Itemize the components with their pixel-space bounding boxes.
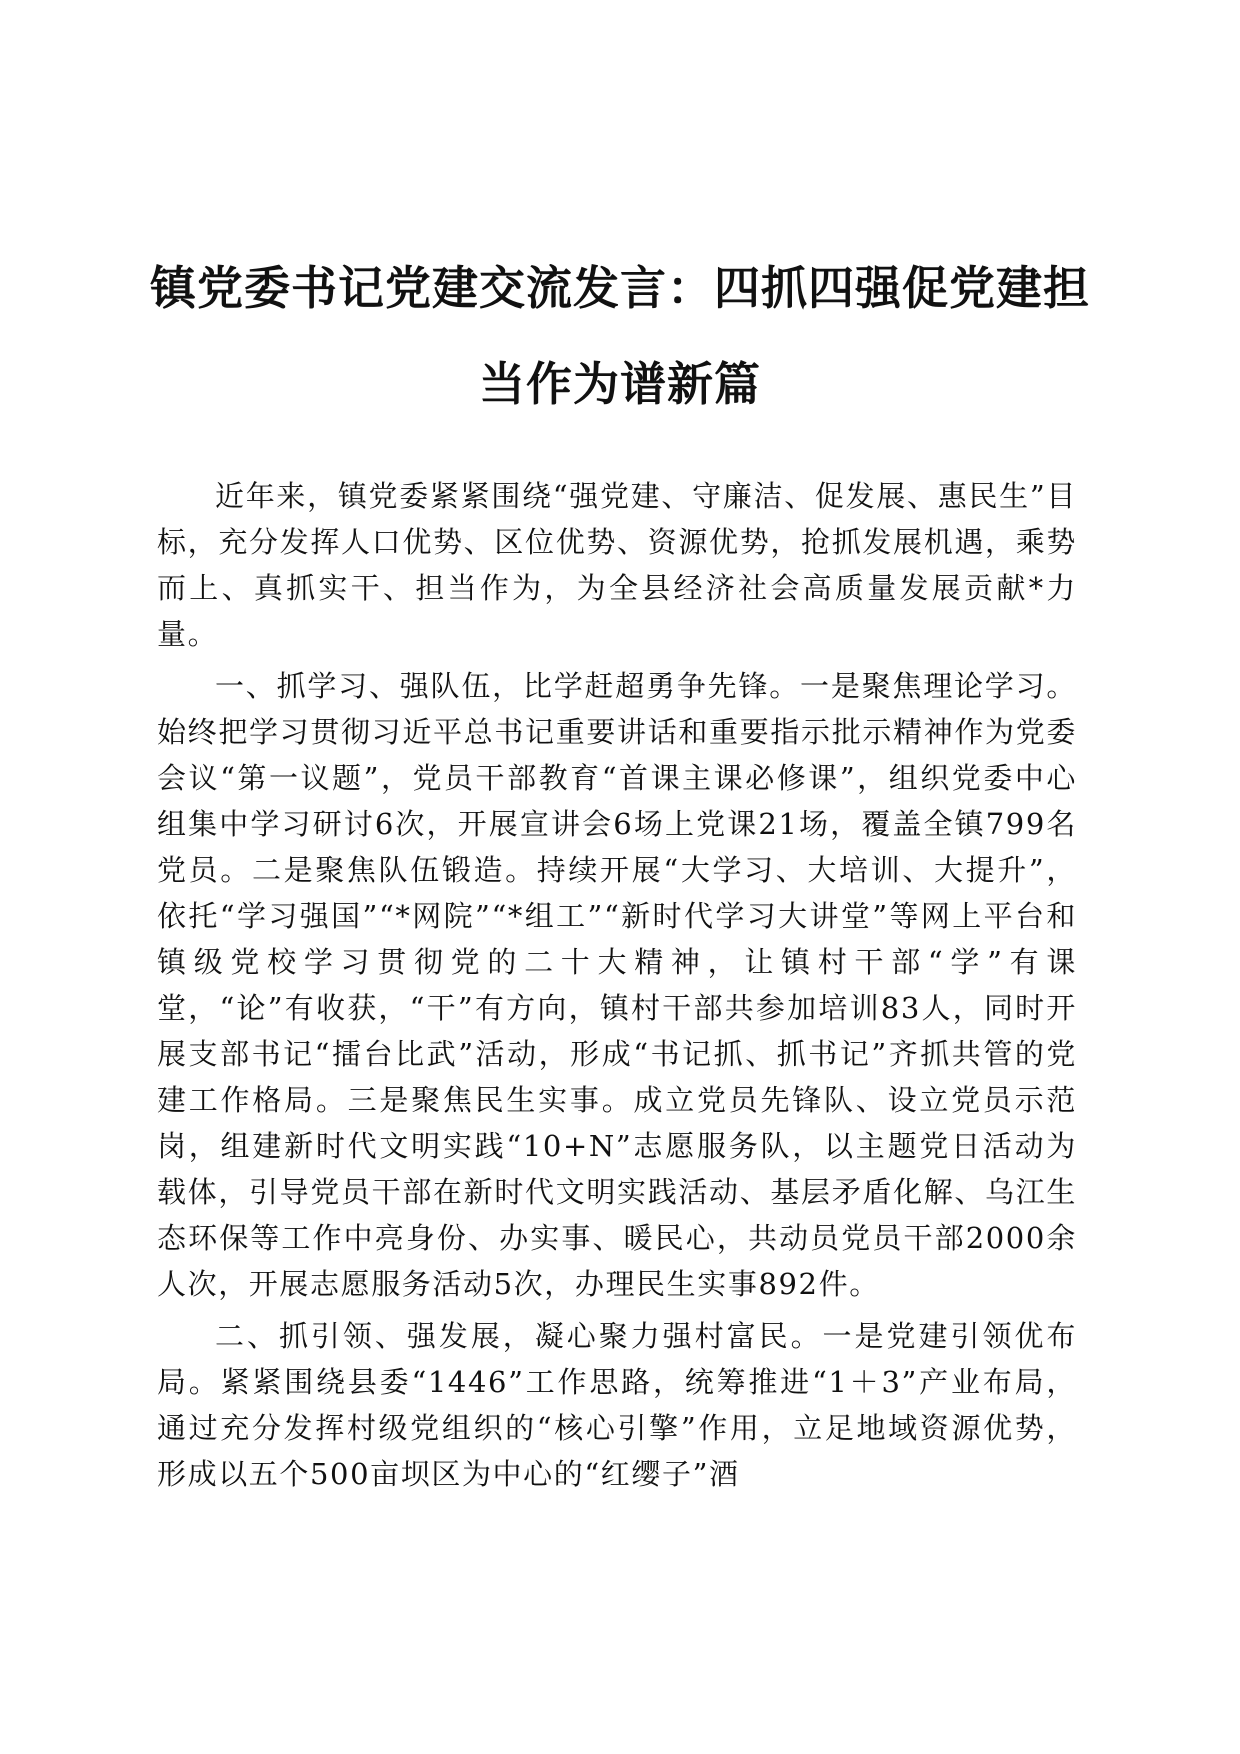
paragraph-section-1: 一、抓学习、强队伍，比学赶超勇争先锋。一是聚焦理论学习。始终把学习贯彻习近平总书记重要讲话和重要指示批示精神作为党委会议“第一议题”，党员干部教育“首课主课必修课”，组织党委中心组集中学习研讨6次，开展宣讲会6场上党课21场，覆盖全镇799名党员。二是聚焦队伍锻造。持续开展“大学习、大培训、大提升”，依托“学习强国”“*网院”“*组工”“新时代学习大讲堂”等网上平台和镇级党校学习贯彻党的二十大精神，让镇村干部“学”有课堂，“论”有收获，“干”有方向，镇村干部共参加培训83人，同时开展支部书记“擂台比武”活动，形成“书记抓、抓书记”齐抓共管的党建工作格局。三是聚焦民生实事。成立党员先锋队、设立党员示范岗，组建新时代文明实践“10+N”志愿服务队，以主题党日活动为载体，引导党员干部在新时代文明实践活动、基层矛盾化解、乌江生态环保等工作中亮身份、办实事、暖民心，共动员党员干部2000余人次，开展志愿服务活动5次，办理民生实事892件。 [157,669,1077,1301]
title-line-1: 镇党委书记党建交流发言：四抓四强促党建担 [150,261,1090,315]
title-line-2: 当作为谱新篇 [479,357,761,411]
paragraph-section-2: 二、抓引领、强发展，凝心聚力强村富民。一是党建引领优布局。紧紧围绕县委“1446”工作思路，统筹推进“1＋3”产业布局，通过充分发挥村级党组织的“核心引擎”作用，立足地域资源优势，形成以五个500亩坝区为中心的“红缨子”酒 [157,1319,1077,1491]
document-body [157,473,1077,1503]
document-title [150,240,1090,432]
paragraph-intro: 近年来，镇党委紧紧围绕“强党建、守廉洁、促发展、惠民生”目标，充分发挥人口优势、区位优势、资源优势，抢抓发展机遇，乘势而上、真抓实干、担当作为，为全县经济社会高质量发展贡献*力量。 [157,479,1077,651]
